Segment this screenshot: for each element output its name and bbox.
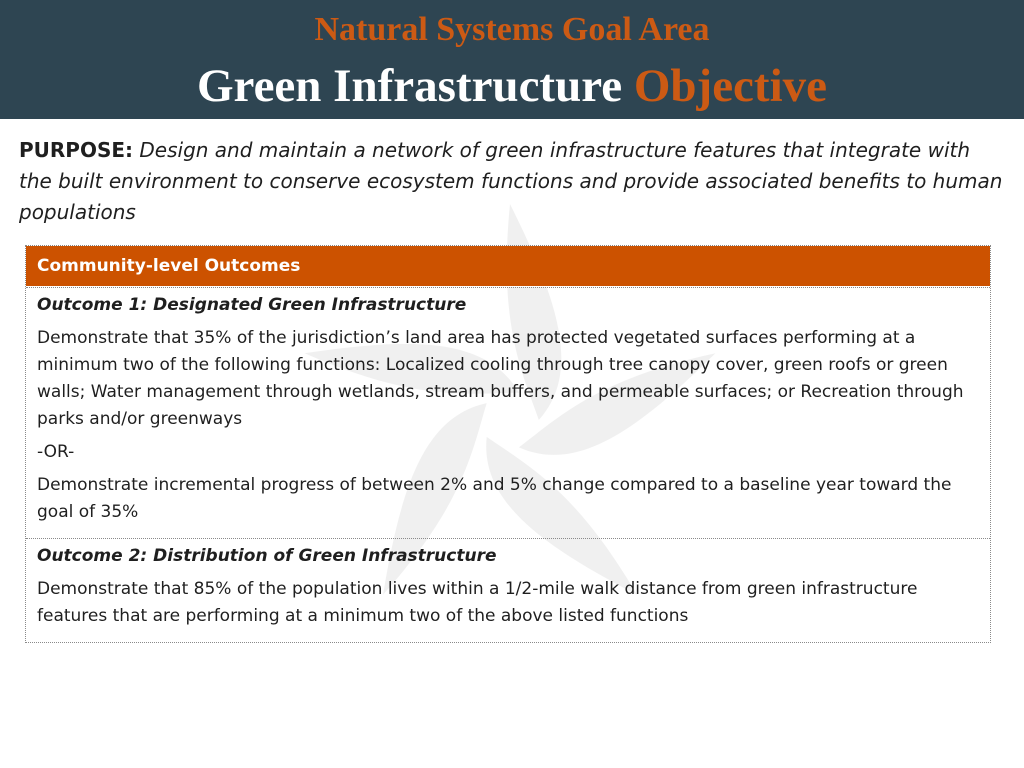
- outcome-1-or-separator: -OR-: [37, 442, 75, 462]
- purpose-text: Design and maintain a network of green infrastructure features that integrate with the built environment to conserve ecosystem functions and provide associated benefits to human populations: [19, 138, 1003, 224]
- outcome-2: [26, 538, 990, 642]
- slide-title-main: Green Infrastructure: [197, 60, 623, 112]
- outcome-2-title: Outcome 2: Distribution of Green Infrastructure: [37, 546, 497, 566]
- outcomes-table: [25, 245, 991, 643]
- outcome-1-alternative: Demonstrate incremental progress of between 2% and 5% change compared to a baseline year toward the goal of 35%: [37, 475, 952, 522]
- purpose-statement: [19, 135, 1004, 228]
- outcome-1-title: Outcome 1: Designated Green Infrastructure: [37, 295, 467, 315]
- outcome-2-description: Demonstrate that 85% of the population lives within a 1/2-mile walk distance from green infrastructure features that are performing at a minimum two of the above listed functions: [37, 579, 918, 626]
- outcome-1: [26, 287, 990, 538]
- slide-title-accent: Objective: [633, 60, 827, 112]
- purpose-label: PURPOSE:: [19, 138, 134, 162]
- slide-title: [0, 58, 1024, 114]
- outcomes-table-header: Community-level Outcomes: [26, 246, 990, 287]
- outcome-1-description: Demonstrate that 35% of the jurisdiction’s land area has protected vegetated surfaces performing at a minimum two of the following functions: Localized cooling through tree canopy cover, green roofs or green walls; Water management through wetlands, stream buffers, and permeable surfaces; or Recreation through parks and/or greenways: [37, 328, 964, 429]
- goal-area-subtitle: Natural Systems Goal Area: [314, 11, 710, 48]
- slide-header: [0, 0, 1024, 119]
